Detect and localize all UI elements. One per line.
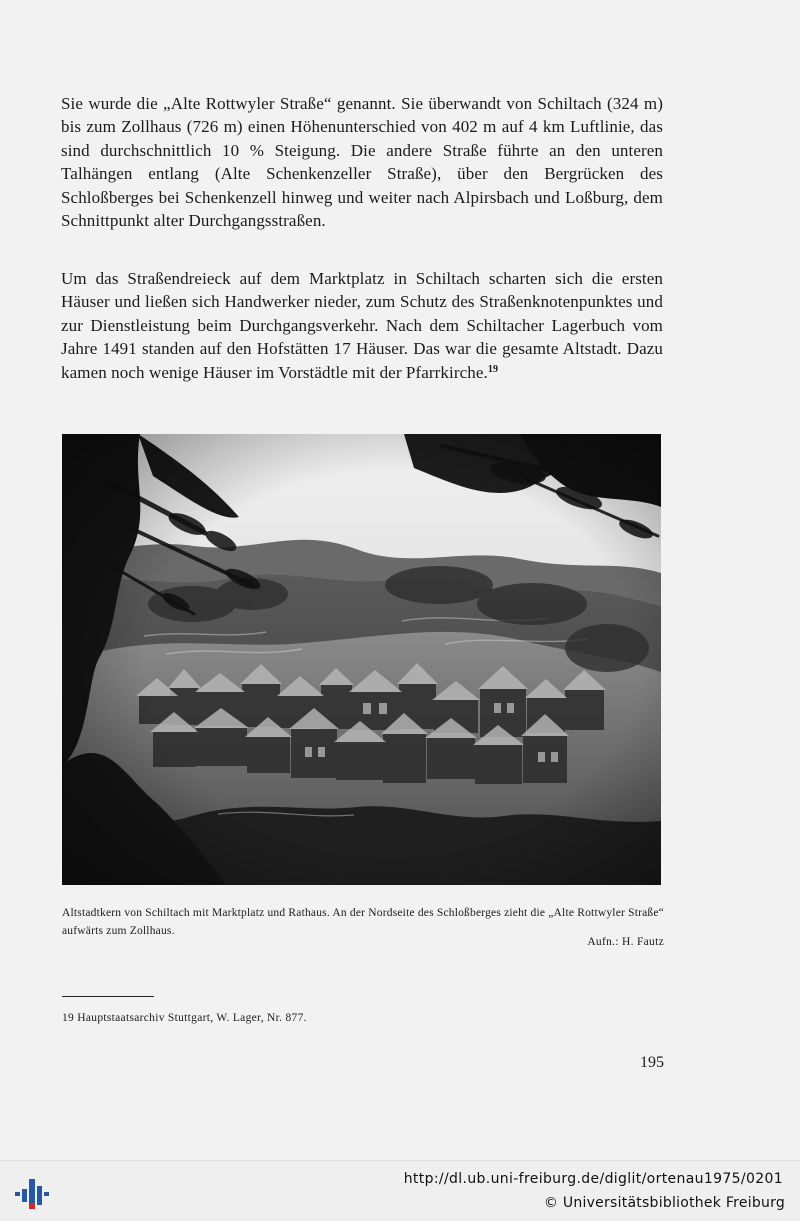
university-library-logo-icon: [10, 1173, 50, 1213]
historic-town-photograph: [62, 434, 661, 885]
body-paragraph-2: [61, 267, 663, 384]
footnote-reference: 19: [487, 363, 499, 375]
body-paragraph-2-text: Um das Straßendreieck auf dem Marktplatz in Schiltach scharten sich die ersten Häuser und ließen sich Handwerker nieder, zum Schutz des Straßenknotenpunktes und zur Dienstleistung beim Durchgangsverkehr. Nach dem Schiltacher Lagerbuch vom Jahre 1491 standen auf den Hofstätten 17 Häuser. Das war die gesamte Altstadt. Dazu kamen noch wenige Häuser im Vorstädtle mit der Pfarrkirche.: [61, 269, 663, 382]
page-number: 195: [640, 1054, 664, 1071]
schiltach-town-photo-reproduction: [62, 434, 661, 885]
photo-credit: Aufn.: H. Fautz: [587, 936, 664, 948]
footnote-divider: [62, 996, 154, 997]
body-paragraph-1: Sie wurde die „Alte Rottwyler Straße“ genannt. Sie überwandt von Schiltach (324 m) bis zum Zollhaus (726 m) einen Höhenunterschied von 402 m auf 4 km Luftlinie, das sind durchschnittlich 10 % Steigung. Die andere Straße führte an den unteren Talhängen entlang (Alte Schenkenzeller Straße), über den Bergrücken des Schloßberges bei Schenkenzell hinweg und weiter nach Alpirsbach und Loßburg, dem Schnittpunkt alter Durchgangsstraßen.: [61, 94, 663, 231]
digital-library-footer: [0, 1160, 800, 1221]
permalink-url[interactable]: http://dl.ub.uni-freiburg.de/diglit/ortenau1975/0201: [403, 1171, 783, 1187]
copyright-notice: © Universitätsbibliothek Freiburg: [543, 1195, 785, 1211]
footnote-text: 19 Hauptstaatsarchiv Stuttgart, W. Lager, Nr. 877.: [62, 1012, 307, 1024]
photo-caption: Altstadtkern von Schiltach mit Marktplatz und Rathaus. An der Nordseite des Schloßberges zieht die „Alte Rottwyler Straße“ aufwärts zum Zollhaus.: [62, 907, 664, 937]
